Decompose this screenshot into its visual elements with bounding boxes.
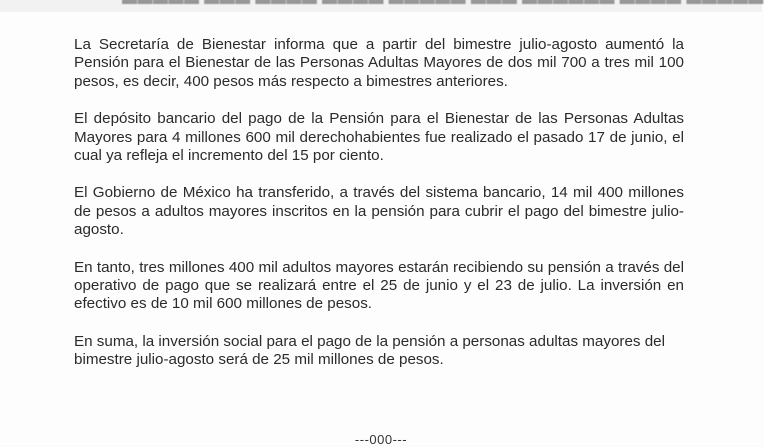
paragraph-payment-operation: En tanto, tres millones 400 mil adultos mayores estarán recibiendo su pensión a través del operativo de pago que se realizará entre el 25 de junio y el 23 de julio. La inversión en efectivo es de 10 mil 600 millones de pesos. [74,258,684,313]
paragraph-pension-increase: La Secretaría de Bienestar informa que a partir del bimestre julio-agosto aumentó la Pensión para el Bienestar de las Personas Adultas Mayores de dos mil 700 a tres mil 100 pesos, es decir, 400 pesos más respecto a bimestres anteriores. [74,36,684,90]
closing-mark: ---000--- [354,432,408,447]
cropped-heading-line [122,0,642,5]
paragraph-total-investment: En suma, la inversión social para el pago de la pensión a personas adultas mayores del bimestre julio-agosto será de 25 mil millones de pesos. [74,332,665,369]
paragraph-government-transfer: El Gobierno de México ha transferido, a través del sistema bancario, 14 mil 400 millones de pesos a adultos mayores inscritos en la pensión para cubrir el pago del bimestre julio-agosto. [74,184,684,239]
top-cropped-band [0,0,762,12]
paragraph-bank-deposit: El depósito bancario del pago de la Pensión para el Bienestar de las Personas Adultas Mayores para 4 millones 600 mil derechohabientes fue realizado el pasado 17 de junio, el cual ya refleja el incremento del 15 por ciento. [74,110,684,165]
document-body [74,36,684,389]
